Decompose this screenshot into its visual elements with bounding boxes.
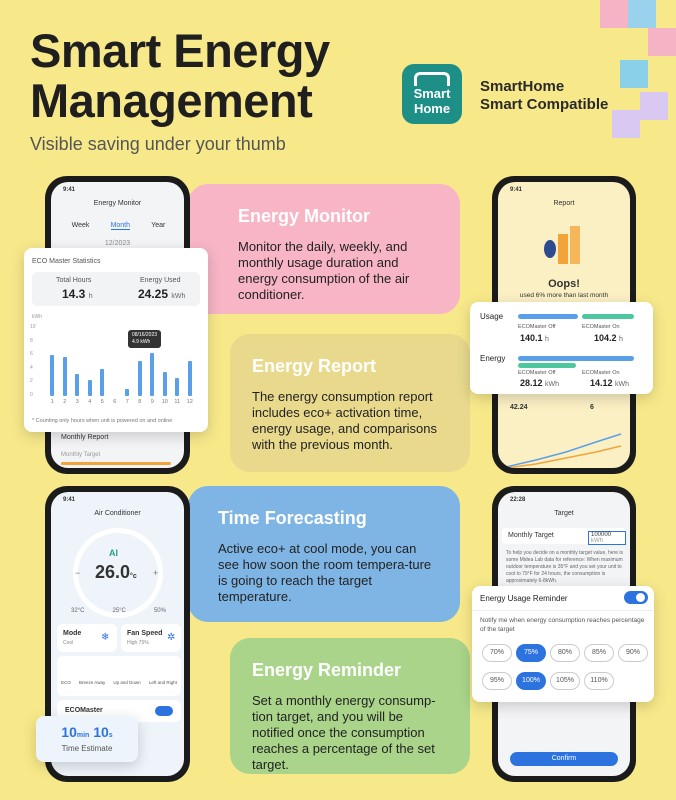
- percentage-option[interactable]: 70%: [482, 644, 512, 662]
- chart-bar: [150, 353, 154, 396]
- report-value: 42.24: [510, 404, 528, 411]
- percentage-option[interactable]: 105%: [550, 672, 580, 690]
- chart-bar: [100, 369, 104, 396]
- panel-title: Energy Reminder: [252, 660, 402, 680]
- mode-card[interactable]: Mode Cool ❄: [57, 624, 117, 652]
- panel-energy-report: [230, 334, 470, 472]
- energy-off-value: 28.12: [520, 378, 543, 388]
- time-estimate-label: Time Estimate: [61, 744, 113, 753]
- action-left-right[interactable]: Left and Right: [148, 680, 177, 685]
- panel-title: Time Forecasting: [218, 508, 367, 528]
- panel-energy-monitor: [188, 184, 460, 314]
- report-value: 6: [590, 404, 594, 411]
- smarthome-logo: Smart Home: [402, 64, 462, 124]
- date-picker[interactable]: 12/2023: [104, 240, 131, 247]
- tab-year[interactable]: Year: [151, 222, 166, 229]
- snowflake-icon: ❄: [101, 632, 110, 643]
- x-tick-label: 4: [88, 399, 92, 405]
- action-row: [57, 656, 181, 696]
- x-tick-label: 11: [174, 399, 181, 405]
- percentage-option[interactable]: 80%: [550, 644, 580, 662]
- y-unit: kWh: [32, 314, 42, 320]
- panel-body: The energy consumption report includes eco+ activation time, energy usage, and comparisons with the previous month.: [252, 389, 438, 452]
- usage-label: Usage: [480, 312, 504, 321]
- hours-value: 14.3: [62, 287, 86, 301]
- target-input[interactable]: 100000 kWh: [588, 531, 626, 545]
- deco-square: [628, 0, 656, 28]
- page-subtitle: Visible saving under your thumb: [30, 134, 286, 154]
- y-tick-label: 4: [30, 364, 33, 371]
- percentage-option[interactable]: 110%: [584, 672, 614, 690]
- panel-title: Energy Monitor: [238, 206, 371, 226]
- action-breeze-away[interactable]: Breeze Away: [79, 680, 106, 685]
- reminder-title: Energy Usage Reminder: [480, 594, 568, 603]
- status-time: 9:41: [63, 187, 76, 193]
- report-headline: Oops!: [548, 278, 580, 290]
- ecomaster-toggle[interactable]: [155, 706, 173, 716]
- usage-on-value: 104.2: [594, 333, 617, 343]
- chart-bar: [63, 357, 67, 396]
- deco-square: [648, 28, 676, 56]
- energy-on-bar: [518, 363, 576, 368]
- x-tick-label: 7: [125, 399, 129, 405]
- y-tick-label: 8: [30, 337, 33, 344]
- chart-bar: [75, 374, 79, 396]
- stats-summary: Total Hours 14.3 h Energy Used 24.25 kWh: [32, 272, 200, 306]
- x-tick-label: 6: [113, 399, 117, 405]
- percentage-option[interactable]: 85%: [584, 644, 614, 662]
- monthly-target-row: Monthly Target 100000 kWh: [502, 528, 626, 544]
- bar-plot: [46, 328, 196, 396]
- target-progress: [61, 462, 171, 465]
- tab-week[interactable]: Week: [71, 222, 90, 229]
- monthly-target-label: Monthly Target: [61, 452, 101, 458]
- eco-stats-card: [24, 248, 208, 432]
- status-time: 22:28: [510, 497, 526, 503]
- deco-square: [600, 0, 628, 28]
- status-time: 9:41: [510, 187, 523, 193]
- report-sub: used 6% more than last month: [519, 292, 609, 299]
- energy-on-value: 14.12: [590, 378, 613, 388]
- percentage-option[interactable]: 100%: [516, 672, 546, 690]
- monthly-report-link[interactable]: Monthly Report: [61, 434, 109, 441]
- x-tick-label: 5: [100, 399, 104, 405]
- y-tick-label: 6: [30, 351, 33, 358]
- percentage-option[interactable]: 90%: [618, 644, 648, 662]
- x-tick-label: 12: [186, 399, 193, 405]
- time-estimate-value: 10min 10s: [61, 724, 113, 740]
- x-tick-label: 1: [50, 399, 54, 405]
- deco-square: [620, 60, 648, 88]
- deco-square: [612, 110, 640, 138]
- panel-time-forecasting: [188, 486, 460, 622]
- fan-icon: ✲: [167, 632, 176, 643]
- chart-bar: [138, 361, 142, 396]
- chart-bar: [163, 372, 167, 396]
- chart-bar: [125, 389, 129, 396]
- page-title: Smart Energy Management: [30, 24, 330, 127]
- report-illustration: [538, 224, 593, 269]
- usage-comparison-card: Usage ECOMaster Off ECOMaster On 140.1 h 104.2 h Energy ECOMaster Off ECOMaster On 28.12 kWh 14.12 kWh: [470, 302, 653, 394]
- trend-chart: [506, 422, 626, 468]
- panel-body: Active eco+ at cool mode, you can see how soon the room tempera-ture is going to reach the target temperature.: [218, 541, 432, 604]
- ecomaster-row: ECOMaster: [57, 700, 181, 722]
- y-tick-label: 0: [30, 392, 33, 398]
- nav-title: Report: [553, 200, 575, 207]
- x-axis: [46, 399, 196, 407]
- deco-square: [640, 92, 668, 120]
- y-tick-label: 10: [30, 324, 36, 330]
- panel-energy-reminder: [230, 638, 470, 774]
- x-tick-label: 3: [75, 399, 79, 405]
- time-estimate-card: [36, 716, 138, 762]
- hours-label: Total Hours: [56, 277, 92, 284]
- energy-reminder-card: [472, 586, 654, 702]
- chart-bar: [88, 380, 92, 396]
- energy-value: 24.25: [138, 287, 169, 301]
- percentage-option[interactable]: 95%: [482, 672, 512, 690]
- reminder-description: Notify me when energy consumption reaches percentage of the target: [480, 617, 645, 633]
- chart-tooltip: 08/16/2023 4.9 kWh: [128, 330, 161, 348]
- nav-title: Air Conditioner: [94, 510, 141, 517]
- stats-title: ECO Master Statistics: [32, 258, 101, 265]
- panel-body: Monitor the daily, weekly, and monthly usage duration and energy consumption of the air conditioner.: [238, 239, 410, 302]
- x-tick-label: 8: [138, 399, 142, 405]
- reference-note: To help you decide on a monthly target value, here is some Midea Lab data for reference: When maximum outdoor temperature is 35°F and you set your unit to cool to 79°F for 24 hours, the consumption is approximately 6-8kWh.: [506, 550, 624, 584]
- x-tick-label: 9: [150, 399, 154, 405]
- period-tabs: [61, 222, 176, 230]
- tab-month[interactable]: Month: [110, 222, 131, 229]
- fan-speed-card[interactable]: Fan Speed High 75% ✲: [121, 624, 181, 652]
- usage-off-value: 140.1: [520, 333, 543, 343]
- usage-on-bar: [582, 314, 634, 319]
- energy-label: Energy Used: [140, 277, 181, 284]
- divider: [472, 610, 654, 611]
- chart-footnote: * Counting only hours when unit is powered on and online: [32, 418, 173, 424]
- temp-down-button[interactable]: −: [75, 568, 81, 578]
- temp-up-button[interactable]: +: [153, 568, 159, 578]
- nav-title: Target: [554, 510, 574, 517]
- action-up-down[interactable]: Up and Down: [113, 680, 141, 685]
- y-axis: [30, 324, 40, 400]
- energy-label: Energy: [480, 354, 506, 363]
- chart-bar: [50, 355, 54, 396]
- ai-badge: AI: [109, 548, 118, 558]
- confirm-button[interactable]: Confirm: [510, 752, 618, 766]
- usage-off-bar: [518, 314, 578, 319]
- status-time: 9:41: [63, 497, 76, 503]
- nav-title: Energy Monitor: [93, 200, 142, 207]
- reminder-toggle[interactable]: [624, 591, 648, 604]
- y-tick-label: 2: [30, 378, 33, 385]
- environment-readings: 32°C 25°C 50%: [71, 608, 166, 614]
- percentage-option[interactable]: 75%: [516, 644, 546, 662]
- panel-body: Set a monthly energy consump-tion target, and you will be notified once the consumption reaches a percentage of the set target.: [252, 693, 436, 772]
- x-tick-label: 10: [161, 399, 168, 405]
- chart-bar: [188, 361, 192, 396]
- x-tick-label: 2: [63, 399, 67, 405]
- brand-text: SmartHome Smart Compatible: [480, 78, 609, 113]
- chart-bar: [175, 378, 179, 396]
- energy-off-bar: [518, 356, 634, 361]
- panel-title: Energy Report: [252, 356, 377, 376]
- action-eco[interactable]: ECO: [61, 680, 71, 685]
- house-icon: [414, 72, 450, 86]
- temperature-value: 26.0°c: [95, 562, 137, 582]
